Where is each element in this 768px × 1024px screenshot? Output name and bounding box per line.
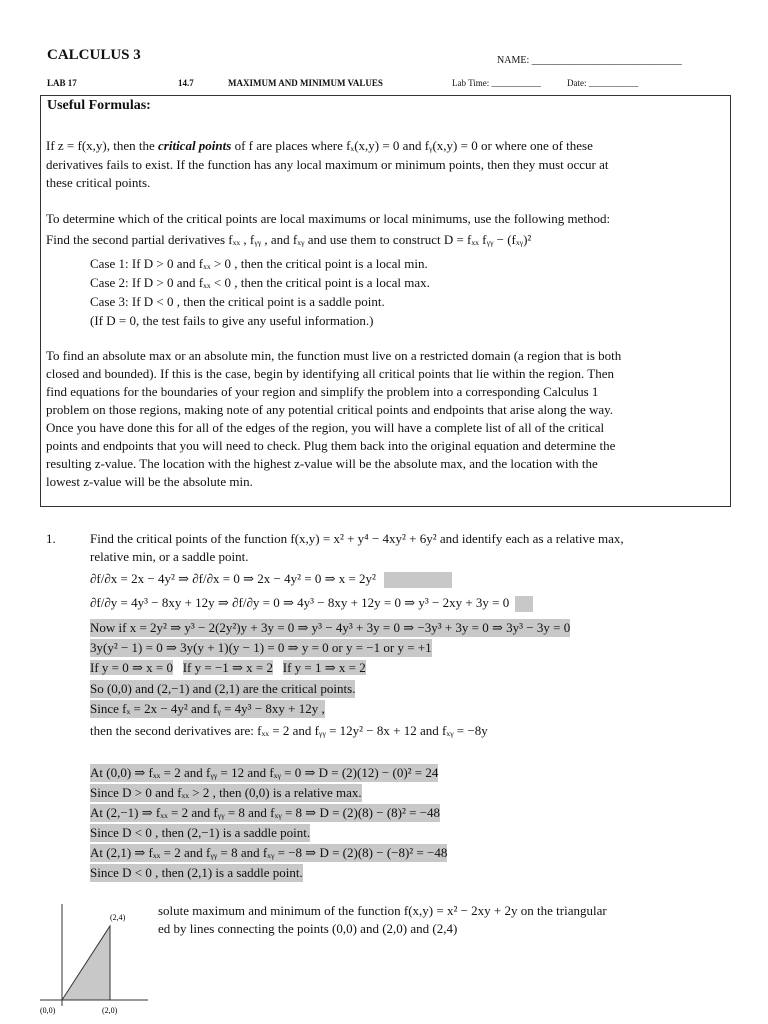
second-derivative-test: Find the second partial derivatives fₓₓ , fᵧᵧ , and fₓᵧ and use them to construct D = fₓₓ fᵧᵧ − (fₓᵧ)² [46,232,532,247]
formulas-title: Useful Formulas: [47,98,151,113]
formulas-text-line: Once you have done this for all of the edges of the region, you will have a complete list of all of the critical [46,420,605,435]
formulas-text-line: points and endpoints that you will need to check. Plug them back into the original equation and determine the [46,438,616,453]
formulas-text-line: problem on those regions, making note of any potential critical points and endpoints that arise along the way. [46,402,614,417]
lab-number: LAB 17 [47,78,77,88]
formulas-text-line: derivatives fails to exist. If the function has any local maximum or minimum points, then they must occur at [46,157,609,172]
course-title: CALCULUS 3 [47,47,141,63]
formulas-text-line: To find an absolute max or an absolute min, the function must live on a restricted domain (a region that is both [46,348,622,363]
test-point-1: At (0,0) ⇒ fₓₓ = 2 and fᵧᵧ = 12 and fₓᵧ = 0 ⇒ D = (2)(12) − (0)² = 24 [90,765,439,780]
formulas-text-line: find equations for the boundaries of your region and simplify the problem into a corresponding Calculus 1 [46,384,599,399]
conclusion-2: Since D < 0 , then (2,−1) is a saddle point. [90,825,311,840]
label-2-0: (2,0) [102,1006,118,1015]
label-0-0: (0,0) [40,1006,56,1015]
case-1: Case 1: If D > 0 and fₓₓ > 0 , then the critical point is a local min. [90,256,428,271]
date-field: Date: ___________ [567,78,639,88]
solution-step: Now if x = 2y² ⇒ y³ − 2(2y²)y + 3y = 0 ⇒ y³ − 4y³ + 3y = 0 ⇒ −3y³ + 3y = 0 ⇒ 3y³ − 3y = 0 [90,620,571,635]
case-2: Case 2: If D > 0 and fₓₓ < 0 , then the critical point is a local max. [90,275,430,290]
formulas-text-line: these critical points. [46,175,151,190]
lab-time-field: Lab Time: ___________ [452,78,542,88]
test-point-2: At (2,−1) ⇒ fₓₓ = 2 and fᵧᵧ = 8 and fₓᵧ = 8 ⇒ D = (2)(8) − (8)² = −48 [90,805,441,820]
solution-step: ∂f/∂y = 4y³ − 8xy + 12y ⇒ ∂f/∂y = 0 ⇒ 4y³ − 8xy + 12y = 0 ⇒ y³ − 2xy + 3y = 0 [90,594,533,612]
second-derivatives: then the second derivatives are: fₓₓ = 2 and fᵧᵧ = 12y² − 8x + 12 and fₓᵧ = −8y [90,723,488,738]
case-3: Case 3: If D < 0 , then the critical point is a saddle point. [90,294,385,309]
case-4: (If D = 0, the test fails to give any useful information.) [90,313,374,328]
test-point-3: At (2,1) ⇒ fₓₓ = 2 and fᵧᵧ = 8 and fₓᵧ = −8 ⇒ D = (2)(8) − (−8)² = −48 [90,845,448,860]
conclusion-1: Since D > 0 and fₓₓ > 2 , then (0,0) is a relative max. [90,785,362,800]
problem-2-question: ed by lines connecting the points (0,0) and (2,0) and (2,4) [158,921,458,936]
problem-1-question: Find the critical points of the function f(x,y) = x² + y⁴ − 4xy² + 6y² and identify each as a relative max, [90,531,624,546]
section-number: 14.7 [178,78,194,88]
problem-2-question: solute maximum and minimum of the function f(x,y) = x² − 2xy + 2y on the triangular [158,903,607,918]
solution-step: Since fₓ = 2x − 4y² and fᵧ = 4y³ − 8xy + 12y , [90,701,325,716]
label-2-4: (2,4) [110,913,126,922]
critical-points-definition: If z = f(x,y), then the critical points of f are places where fₓ(x,y) = 0 and fᵧ(x,y) = 0 or where one of these [46,138,593,153]
formulas-text-line: lowest z-value will be the absolute min. [46,474,253,489]
formulas-text-line: closed and bounded). If this is the case, begin by identifying all critical points that lie within the region. Then [46,366,615,381]
formulas-text-line: To determine which of the critical points are local maximums or local minimums, use the following method: [46,211,611,226]
conclusion-3: Since D < 0 , then (2,1) is a saddle point. [90,865,303,880]
formulas-text-line: resulting z-value. The location with the highest z-value will be the absolute max, and the location with the [46,456,598,471]
solution-step: ∂f/∂x = 2x − 4y² ⇒ ∂f/∂x = 0 ⇒ 2x − 4y² = 0 ⇒ x = 2y² [90,570,452,588]
solution-step: 3y(y² − 1) = 0 ⇒ 3y(y + 1)(y − 1) = 0 ⇒ y = 0 or y = −1 or y = +1 [90,640,432,655]
solution-step: If y = 0 ⇒ x = 0 If y = −1 ⇒ x = 2 If y = 1 ⇒ x = 2 [90,660,366,675]
name-field: NAME: ______________________________ [497,55,682,66]
lab-topic: MAXIMUM AND MINIMUM VALUES [228,78,383,88]
problem-1-question: relative min, or a saddle point. [90,549,249,564]
triangle-region-figure [0,896,160,1024]
critical-points-result: So (0,0) and (2,−1) and (2,1) are the critical points. [90,681,356,696]
problem-number: 1. [46,531,56,546]
